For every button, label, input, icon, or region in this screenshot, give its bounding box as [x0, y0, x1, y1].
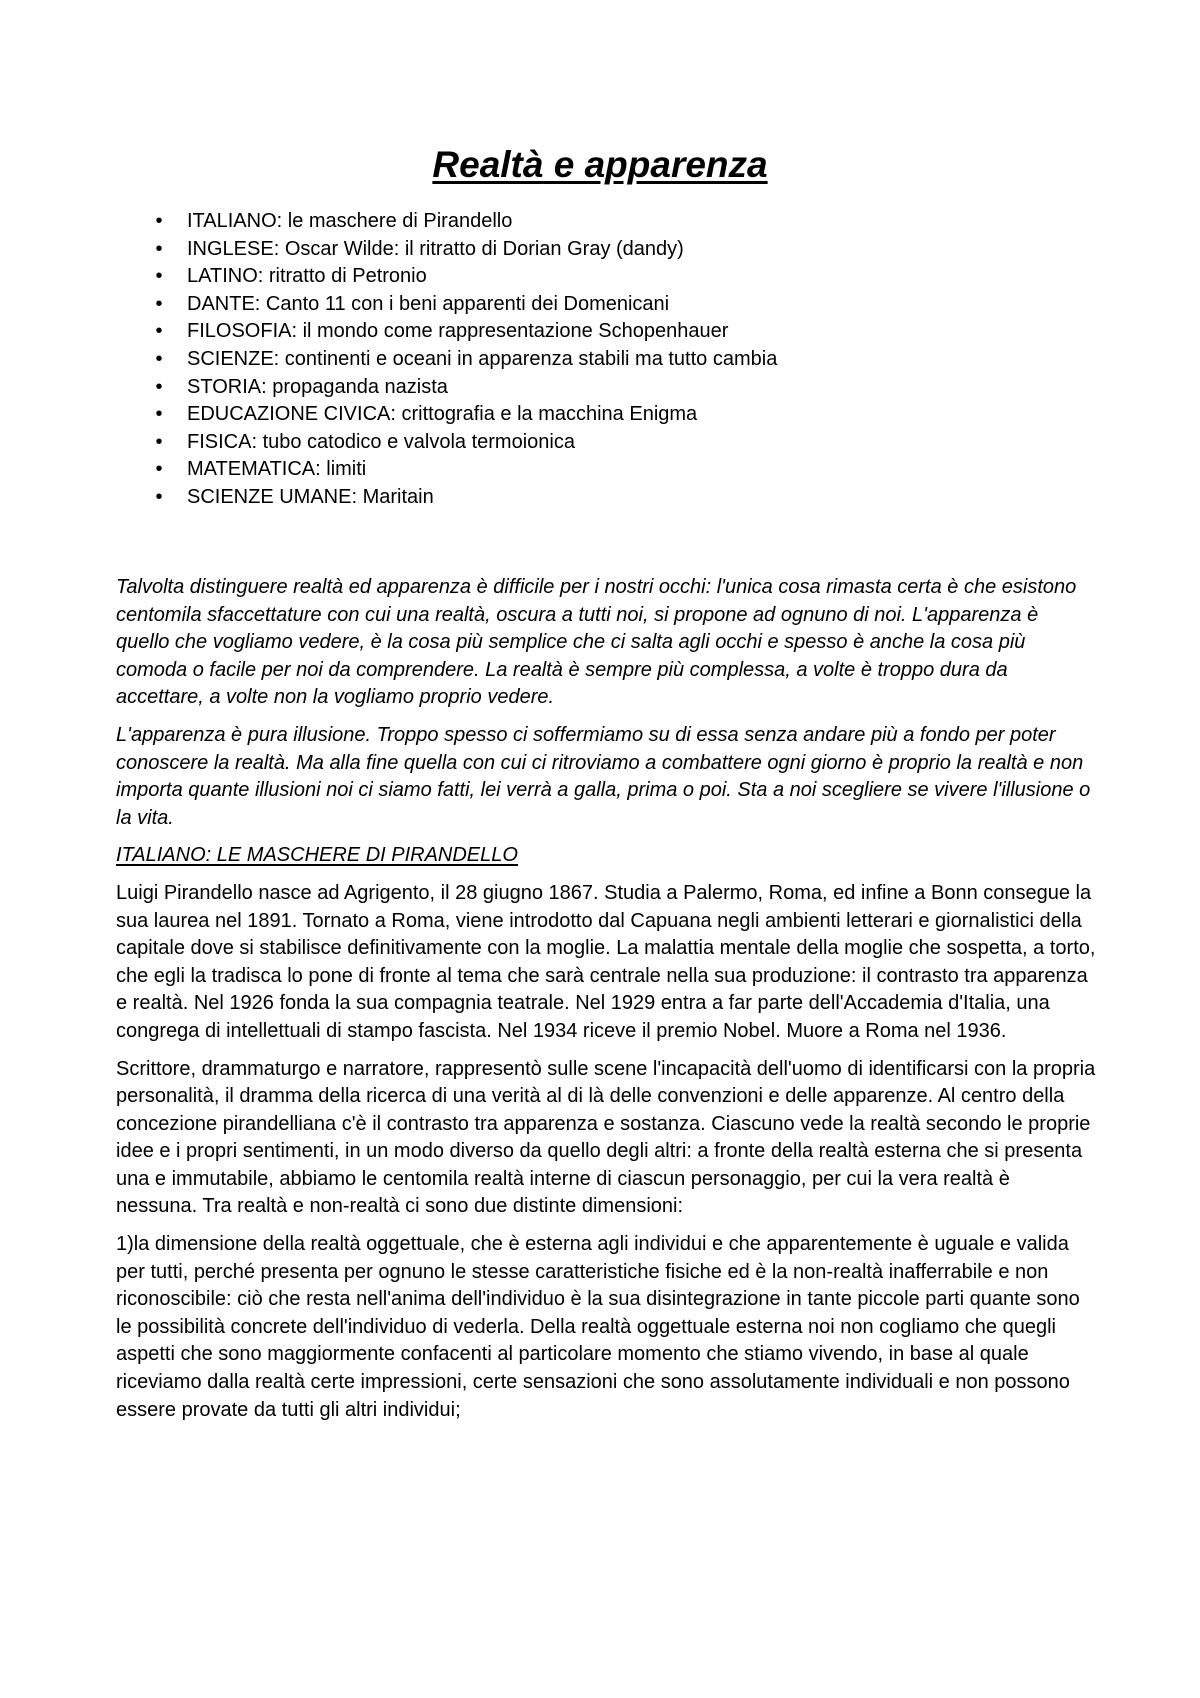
list-item [154, 484, 1054, 512]
body-paragraph: Scrittore, drammaturgo e narratore, rappresentò sulle scene l'incapacità dell'uomo di identificarsi con la propria personalità, il dramma della ricerca di una verità al di là delle convenzioni e delle apparenze. Al centro della concezione pirandelliana c'è il contrasto tra apparenza e sostanza. Ciascuno vede la realtà secondo le proprie idee e i propri sentimenti, in un modo diverso da quello degli altri: a fronte della realtà esterna che si presenta una e immutabile, abbiamo le centomila realtà interne di ciascun personaggio, per cui la vera realtà è nessuna. Tra realtà e non-realtà ci sono due distinte dimensioni: [116, 1057, 1096, 1218]
list-item [154, 263, 1054, 291]
bullet-icon: • [155, 292, 163, 315]
list-item [154, 236, 1054, 264]
topic-text: EDUCAZIONE CIVICA: crittografia e la macchina Enigma [187, 403, 698, 426]
bullet-icon: • [155, 403, 163, 426]
topic-text: INGLESE: Oscar Wilde: il ritratto di Dorian Gray (dandy) [187, 237, 684, 260]
intro-paragraph: L'apparenza è pura illusione. Troppo spesso ci soffermiamo su di essa senza andare più a fondo per poter conoscere la realtà. Ma alla fine quella con cui ci ritroviamo a combattere ogni giorno è proprio la realtà e non importa quante illusioni noi ci siamo fatti, lei verrà a galla, prima o poi. Sta a noi scegliere se vivere l'illusione o la vita. [116, 723, 1091, 829]
bullet-icon: • [155, 237, 163, 260]
body-paragraph: Luigi Pirandello nasce ad Agrigento, il 28 giugno 1867. Studia a Palermo, Roma, ed infine a Bonn consegue la sua laurea nel 1891. Tornato a Roma, viene introdotto dal Capuana negli ambienti letterari e giornalistici della capitale dove si stabilisce definitivamente con la moglie. La malattia mentale della moglie che sospetta, a torto, che egli la tradisca lo pone di fronte al tema che sarà centrale nella sua produzione: il contrasto tra apparenza e realtà. Nel 1926 fonda la sua compagnia teatrale. Nel 1929 entra a far parte dell'Accademia d'Italia, una congrega di intellettuali di stampo fascista. Nel 1934 riceve il premio Nobel. Muore a Roma nel 1936. [116, 881, 1096, 1042]
topic-text: FILOSOFIA: il mondo come rappresentazione Schopenhauer [187, 320, 729, 343]
topic-text: SCIENZE: continenti e oceani in apparenza stabili ma tutto cambia [187, 347, 778, 370]
list-item [154, 291, 1054, 319]
bullet-icon: • [155, 375, 163, 398]
bullet-icon: • [155, 485, 163, 508]
topic-text: ITALIANO: le maschere di Pirandello [187, 210, 513, 232]
topic-text: MATEMATICA: limiti [187, 458, 367, 481]
list-item [154, 401, 1054, 429]
list-item [154, 208, 1054, 236]
document-body [116, 574, 1096, 1434]
body-paragraph: 1)la dimensione della realtà oggettuale, che è esterna agli individui e che apparentemente è uguale e valida per tutti, perché presenta per ognuno le stesse caratteristiche fisiche ed è la non-realtà inafferrabile e non riconoscibile: ciò che resta nell'anima dell'individuo è la sua disintegrazione in tante piccole parti quante sono le possibilità concrete dell'individuo di vederla. Della realtà oggettuale esterna noi non cogliamo che quegli aspetti che sono maggiormente confacenti al particolare momento che stiamo vivendo, in base al quale riceviamo dalla realtà certe impressioni, certe sensazioni che sono assolutamente individuali e non possono essere provate da tutti gli altri individui; [116, 1233, 1080, 1421]
topic-list [154, 208, 1054, 512]
document-title: Realtà e apparenza [432, 144, 768, 185]
topic-text: FISICA: tubo catodico e valvola termoionica [187, 430, 575, 453]
bullet-icon: • [155, 320, 163, 343]
bullet-icon: • [155, 265, 163, 288]
intro-paragraph: Talvolta distinguere realtà ed apparenza è difficile per i nostri occhi: l'unica cosa rimasta certa è che esistono centomila sfaccettature con cui una realtà, oscura a tutti noi, si propone ad ognuno di noi. L'apparenza è quello che vogliamo vedere, è la cosa più semplice che ci salta agli occhi e spesso è anche la cosa più comoda o facile per noi da comprendere. La realtà è sempre più complessa, a volte è troppo dura da accettare, a volte non la vogliamo proprio vedere. [116, 576, 1077, 709]
list-item [154, 456, 1054, 484]
bullet-icon: • [155, 210, 163, 232]
topic-text: SCIENZE UMANE: Maritain [187, 485, 434, 508]
topic-text: LATINO: ritratto di Petronio [187, 265, 427, 288]
topic-text: DANTE: Canto 11 con i beni apparenti dei Domenicani [187, 292, 670, 315]
list-item [154, 374, 1054, 402]
list-item [154, 346, 1054, 374]
bullet-icon: • [155, 458, 163, 481]
topic-text: STORIA: propaganda nazista [187, 375, 448, 398]
section-heading: ITALIANO: LE MASCHERE DI PIRANDELLO [116, 844, 518, 867]
bullet-icon: • [155, 430, 163, 453]
list-item [154, 318, 1054, 346]
list-item [154, 429, 1054, 457]
bullet-icon: • [155, 347, 163, 370]
